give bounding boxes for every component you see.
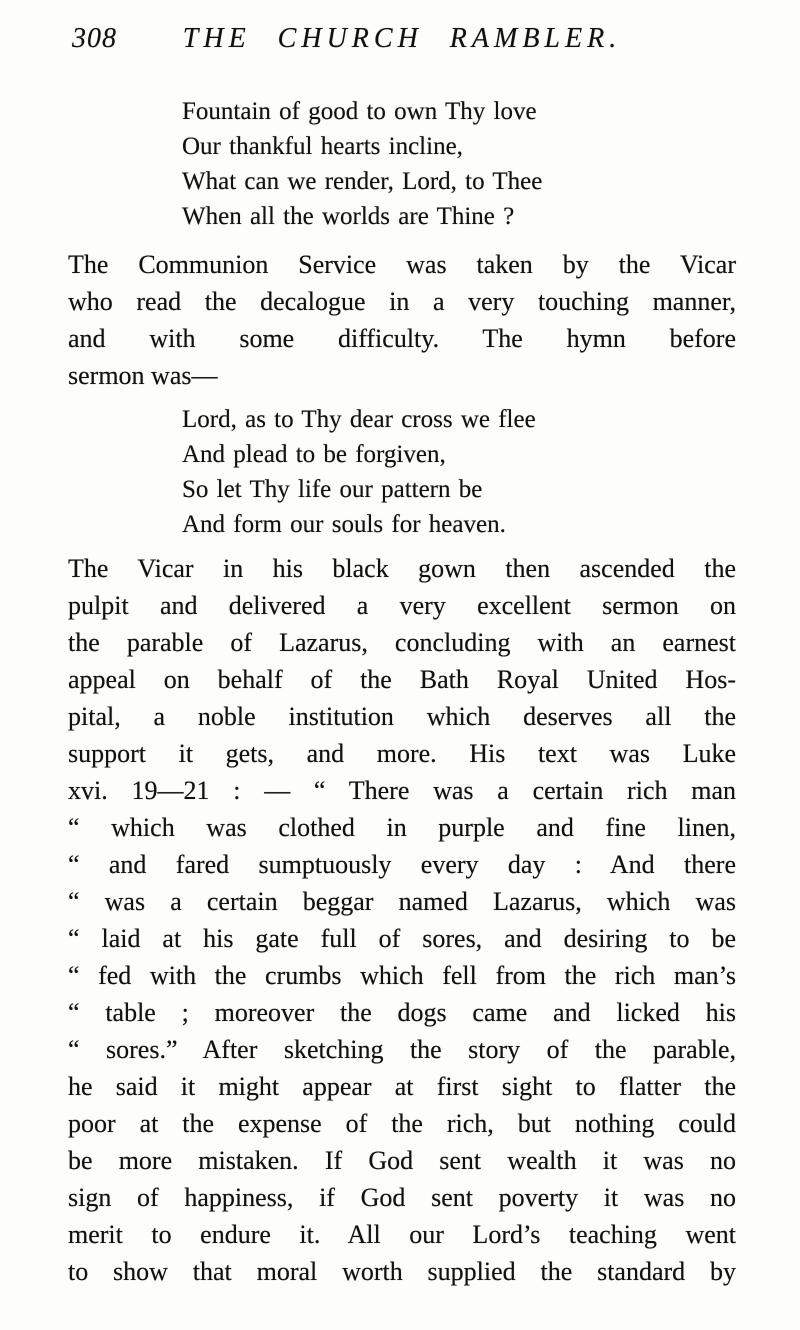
text-line: pulpit and delivered a very excellent sermon on [68,591,736,620]
text-line: “ sores.” After sketching the story of the parable, [68,1035,736,1064]
text-line: pital, a noble institution which deserves all the [68,702,736,731]
text-line: “ table ; moreover the dogs came and licked his [68,998,736,1027]
paragraph-communion-service [68,246,736,394]
text-line: he said it might appear at first sight to flatter the [68,1072,736,1101]
text-line: “ fed with the crumbs which fell from the rich man’s [68,961,736,990]
page-header [68,22,736,56]
text-line: to show that moral worth supplied the standard by [68,1257,736,1286]
text-line: sermon was— [68,361,218,390]
text-line: “ which was clothed in purple and fine linen, [68,813,736,842]
hymn-stanza-1 [182,94,736,234]
paragraph-sermon [68,550,736,1290]
text-line: who read the decalogue in a very touching manner, [68,287,736,316]
text-line: poor at the expense of the rich, but nothing could [68,1109,736,1138]
hymn-line: So let Thy life our pattern be [182,476,483,503]
running-title: THE CHURCH RAMBLER. [182,23,622,54]
hymn-line: Our thankful hearts incline, [182,133,463,160]
text-line: The Vicar in his black gown then ascended the [68,554,736,583]
hymn-line: Fountain of good to own Thy love [182,98,537,125]
text-line: sign of happiness, if God sent poverty it was no [68,1183,736,1212]
page-number: 308 [72,23,117,54]
text-line: “ was a certain beggar named Lazarus, which was [68,887,736,916]
hymn-line: And plead to be forgiven, [182,441,446,468]
text-line: “ laid at his gate full of sores, and desiring to be [68,924,736,953]
hymn-line: When all the worlds are Thine ? [182,203,515,230]
text-line: the parable of Lazarus, concluding with an earnest [68,628,736,657]
hymn-line: What can we render, Lord, to Thee [182,168,543,195]
text-line: merit to endure it. All our Lord’s teaching went [68,1220,736,1249]
text-line: support it gets, and more. His text was Luke [68,739,736,768]
hymn-line: And form our souls for heaven. [182,511,506,538]
text-line: appeal on behalf of the Bath Royal United Hos- [68,665,736,694]
text-line: be more mistaken. If God sent wealth it was no [68,1146,736,1175]
hymn-stanza-2 [182,402,736,542]
text-line: The Communion Service was taken by the Vicar [68,250,736,279]
hymn-line: Lord, as to Thy dear cross we flee [182,406,536,433]
text-line: xvi. 19—21 : — “ There was a certain rich man [68,776,736,805]
text-line: and with some difficulty. The hymn before [68,324,736,353]
text-line: “ and fared sumptuously every day : And there [68,850,736,879]
